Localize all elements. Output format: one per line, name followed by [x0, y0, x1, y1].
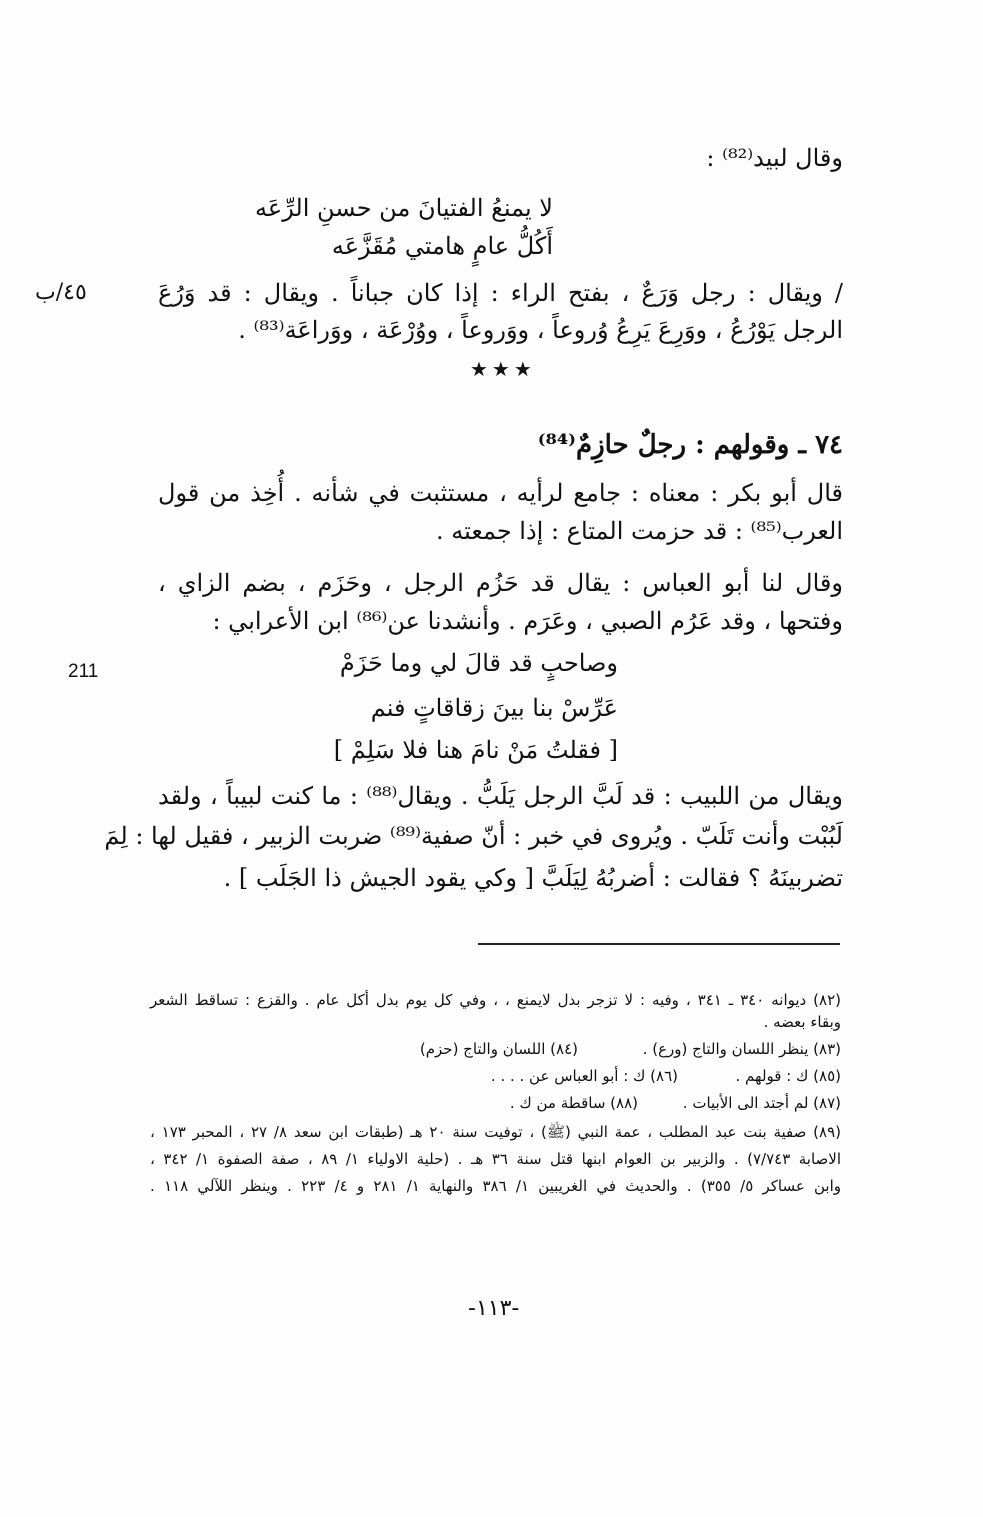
- verse-line-1: لا يمنعُ الفتيانَ من حسنِ الرِّعَه: [255, 194, 553, 222]
- footnote-87: (٨٧) لم أجتد الى الأبيات .: [682, 1094, 841, 1112]
- verse-line-3: وصاحبٍ قد قالَ لي وما حَزَمْ: [339, 649, 618, 677]
- text-line-10: تضربينَهُ ؟ فقالت : أضربُهُ لِيَلَبَّ [ وكي يقود الجيش ذا الجَلَب ] .: [223, 864, 843, 892]
- footnote-89-line-2: الاصابة ٧/٧٤٣) . والزبير بن العوام ابنها قتل سنة ٣٦ هـ . (حلية الاولياء ١/ ٨٩ ، صفة الصفوة ١/ ٣٤٢ ،: [150, 1150, 841, 1168]
- text-line-8: ويقال من اللبيب : قد لَبَّ الرجل يَلَبُّ . ويقال⁽⁸⁸⁾ : ما كنت لبيباً ، ولقد: [158, 782, 843, 810]
- text-line-4: قال أبو بكر : معناه : جامع لرأيه ، مستثبت في شأنه . أُخِذ من قول: [158, 479, 843, 507]
- footnote-86: (٨٦) ك : أبو العباس عن . . . .: [490, 1067, 678, 1085]
- verse-line-5: [ فقلتُ مَنْ نامَ هنا فلا سَلِمْ ]: [333, 736, 618, 764]
- text-line-1: وقال لبيد⁽⁸²⁾ :: [706, 144, 843, 172]
- text-line-2: / ويقال : رجل وَرَعٌ ، بفتح الراء : إذا كان جباناً . ويقال : قد وَرُعَ: [158, 279, 843, 307]
- section-heading: ٧٤ ـ وقولهم : رجلٌ حازِمٌ⁽⁸⁴⁾: [537, 430, 843, 460]
- verse-line-2: أَكُلُّ عامٍ هامتي مُقَزَّعَه: [331, 232, 553, 260]
- footnote-83: (٨٣) ينظر اللسان والتاج (ورع) .: [642, 1040, 841, 1058]
- footnote-82-line-2: وبقاء بعضه .: [763, 1013, 841, 1031]
- text-line-5: العرب⁽⁸⁵⁾ : قد حزمت المتاع : إذا جمعته .: [436, 517, 843, 545]
- text-line-6: وقال لنا أبو العباس : يقال قد حَزُم الرجل ، وحَزَم ، بضم الزاي ،: [158, 569, 843, 597]
- footnote-88: (٨٨) ساقطة من ك .: [509, 1094, 638, 1112]
- footnote-84: (٨٤) اللسان والتاج (حزم): [419, 1040, 578, 1058]
- text-line-9: لَبُبْت وأنت تَلَبّ . ويُروى في خبر : أنّ صفية⁽⁸⁹⁾ ضربت الزبير ، فقيل لها : لِمَ: [104, 822, 843, 850]
- side-number: 211: [68, 661, 99, 682]
- footnote-separator: [478, 943, 840, 945]
- footnote-82-line-1: (٨٢) ديوانه ٣٤٠ ـ ٣٤١ ، وفيه : لا تزجر بدل لايمنع ، ، وفي كل يوم بدل أكل عام . والقزع : تساقط الشعر: [150, 991, 841, 1009]
- page-number: -١١٣-: [468, 1296, 520, 1321]
- footnote-89-line-1: (٨٩) صفية بنت عبد المطلب ، عمة النبي (ﷺ) ، توفيت سنة ٢٠ هـ (طبقات ابن سعد ٨/ ٢٧ ، المحبر ١٧٣ ،: [150, 1123, 842, 1141]
- section-divider-stars: ★★★: [470, 357, 536, 381]
- footnote-89-line-3: وابن عساكر ٥/ ٣٥٥) . والحديث في الغريبين ١/ ٣٨٦ والنهاية ١/ ٢٨١ و ٤/ ٢٢٣ . وينظر اللآلي ١١٨ .: [150, 1177, 842, 1195]
- text-line-3: الرجل يَوْرُعُ ، ووَرِعَ يَرِعُ وُروعاً ، ووَروعاً ، ووُرْعَة ، ووَراعَة⁽⁸³⁾ .: [238, 316, 843, 344]
- footnote-85: (٨٥) ك : قولهم .: [735, 1067, 841, 1085]
- verse-line-4: عَرِّسْ بنا بينَ زقاقاتٍ فنم: [370, 694, 618, 722]
- text-line-7: وفتحها ، وقد عَرُم الصبي ، وعَرَم . وأنشدنا عن⁽⁸⁶⁾ ابن الأعرابي :: [212, 607, 843, 635]
- margin-folio: ٤٥/ب: [35, 280, 87, 305]
